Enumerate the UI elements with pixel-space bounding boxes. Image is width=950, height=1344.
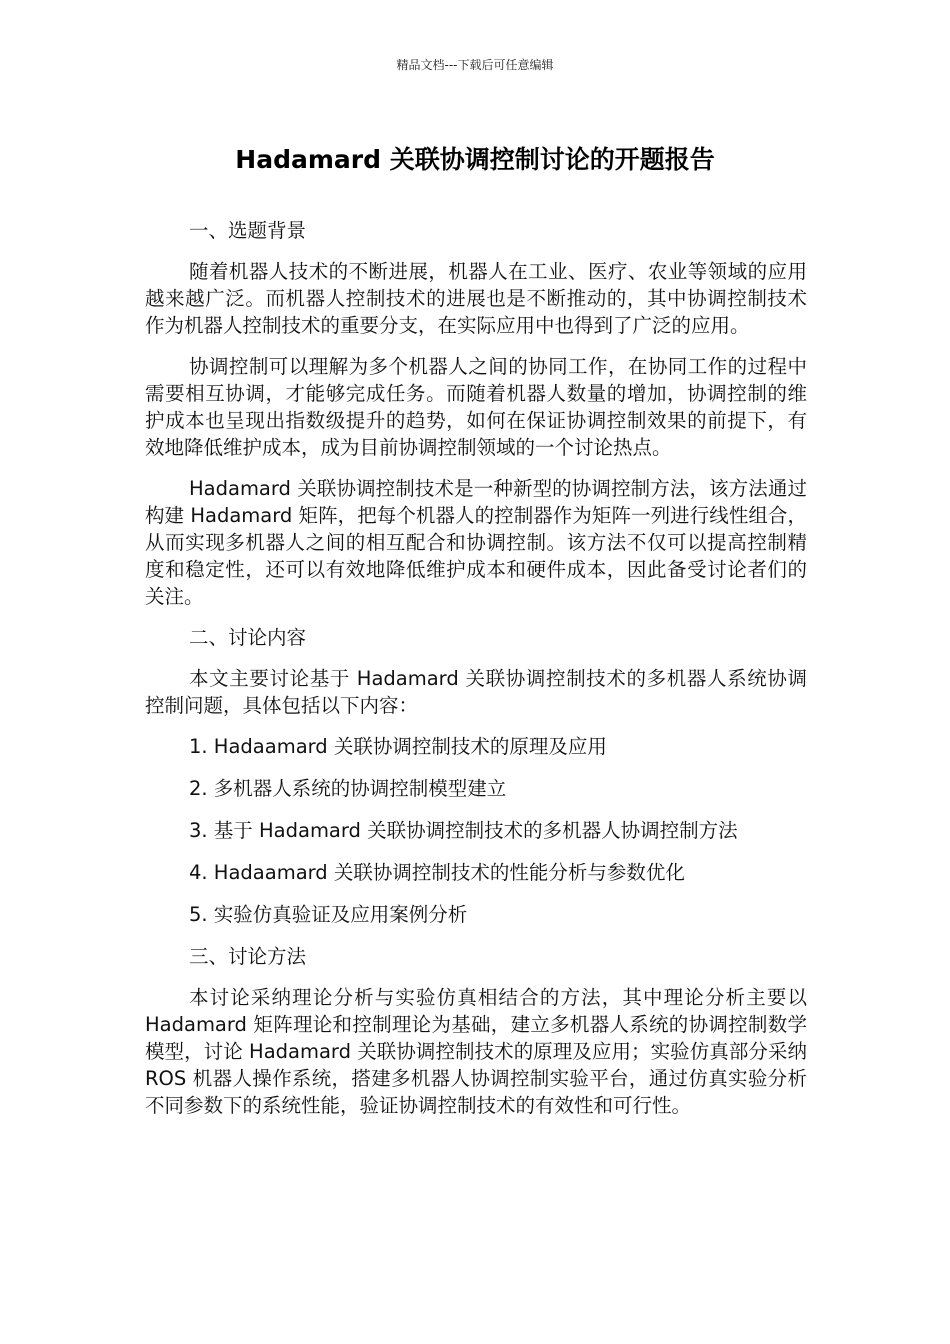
paragraph: Hadamard 关联协调控制技术是一种新型的协调控制方法，该方法通过构建 Hadamard 矩阵，把每个机器人的控制器作为矩阵一列进行线性组合，从而实现多机器人之间的相互配合和协调控制。该方法不仅可以提高控制精度和稳定性，还可以有效地降低维护成本和硬件成本，因此备受讨论者们的关注。 — [145, 477, 807, 608]
paragraph: 随着机器人技术的不断进展，机器人在工业、医疗、农业等领域的应用越来越广泛。而机器人控制技术的进展也是不断推动的，其中协调控制技术作为机器人控制技术的重要分支，在实际应用中也得到了广泛的应用。 — [145, 260, 807, 337]
list-item: 2. 多机器人系统的协调控制模型建立 — [189, 777, 507, 800]
document-body — [145, 217, 807, 1133]
list-item: 3. 基于 Hadamard 关联协调控制技术的多机器人协调控制方法 — [189, 819, 738, 842]
section-heading-method: 三、讨论方法 — [189, 945, 307, 968]
list-item: 1. Hadaamard 关联协调控制技术的原理及应用 — [189, 735, 607, 758]
paragraph: 协调控制可以理解为多个机器人之间的协同工作，在协同工作的过程中需要相互协调，才能够完成任务。而随着机器人数量的增加，协调控制的维护成本也呈现出指数级提升的趋势，如何在保证协调控制效果的前提下，有效地降低维护成本，成为目前协调控制领域的一个讨论热点。 — [145, 355, 807, 459]
header-note: 精品文档---下载后可任意编辑 — [396, 58, 554, 72]
section-heading-content: 二、讨论内容 — [189, 626, 307, 649]
list-item: 4. Hadaamard 关联协调控制技术的性能分析与参数优化 — [189, 861, 685, 884]
paragraph: 本讨论采纳理论分析与实验仿真相结合的方法，其中理论分析主要以 Hadamard 矩阵理论和控制理论为基础，建立多机器人系统的协调控制数学模型，讨论 Hadamard 关联协调控制技术的原理及应用；实验仿真部分采纳 ROS 机器人操作系统，搭建多机器人协调控制实验平台，通过仿真实验分析不同参数下的系统性能，验证协调控制技术的有效性和可行性。 — [145, 986, 807, 1117]
section-heading-background: 一、选题背景 — [189, 219, 307, 242]
list-item: 5. 实验仿真验证及应用案例分析 — [189, 903, 468, 926]
paragraph: 本文主要讨论基于 Hadamard 关联协调控制技术的多机器人系统协调控制问题，具体包括以下内容： — [145, 667, 807, 717]
document-title: Hadamard 关联协调控制讨论的开题报告 — [235, 145, 715, 174]
